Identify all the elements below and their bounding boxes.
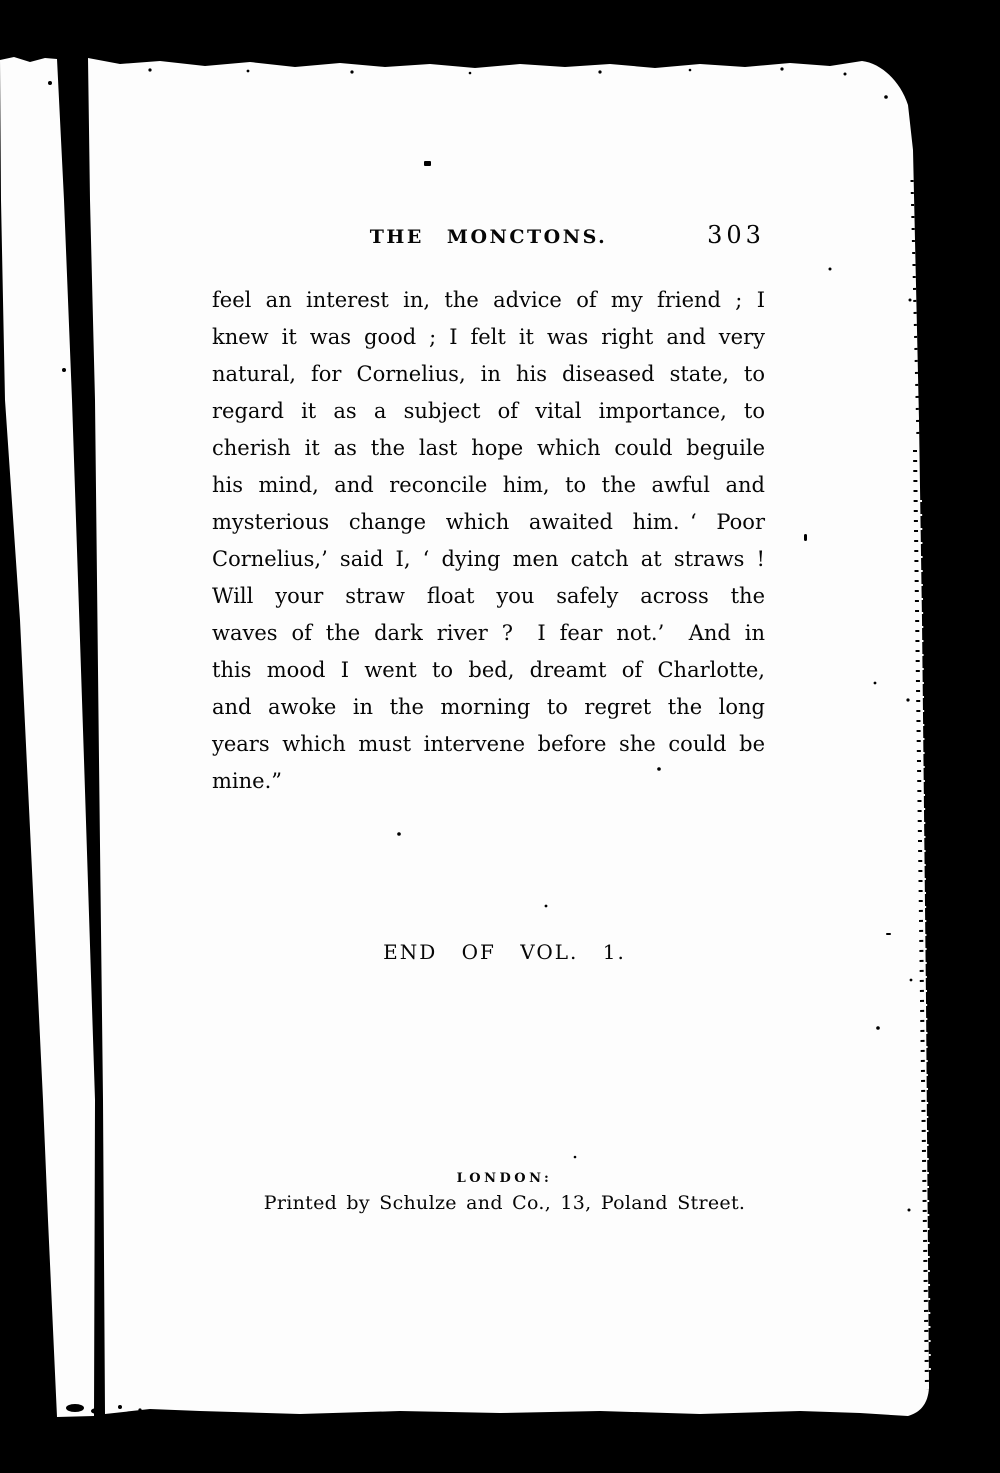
body-text-line: years which must intervene before she could be xyxy=(212,732,765,756)
body-text-line: regard it as a subject of vital importance, to xyxy=(212,399,765,423)
body-text-line: natural, for Cornelius, in his diseased state, to xyxy=(212,362,765,386)
body-text-line: feel an interest in, the advice of my friend ; I xyxy=(212,288,765,312)
colophon-printer-line: Printed by Schulze and Co., 13, Poland Street. xyxy=(263,1192,746,1214)
body-text-line: mysterious change which awaited him. ‘ Poor xyxy=(212,510,765,534)
page-number: 303 xyxy=(707,221,765,249)
end-of-volume-notice: END OF VOL. 1. xyxy=(383,940,626,964)
body-text-line: knew it was good ; I felt it was right and very xyxy=(212,325,765,349)
body-text-line: Will your straw float you safely across the xyxy=(212,584,765,608)
body-text-line: mine.” xyxy=(212,769,282,793)
body-text-line: his mind, and reconcile him, to the awful and xyxy=(212,473,765,497)
body-text-line: this mood I went to bed, dreamt of Charlotte, xyxy=(212,658,765,682)
adjacent-page-edge xyxy=(0,57,95,1417)
body-text-line: waves of the dark river ? I fear not.’ And in xyxy=(212,621,765,645)
colophon-city: LONDON: xyxy=(456,1171,553,1186)
running-title: THE MONCTONS. xyxy=(369,226,608,248)
body-text-line: Cornelius,’ said I, ‘ dying men catch at straws ! xyxy=(212,547,765,571)
body-text-line: cherish it as the last hope which could beguile xyxy=(212,436,765,460)
body-text-line: and awoke in the morning to regret the long xyxy=(212,695,765,719)
body-paragraph xyxy=(212,282,765,800)
